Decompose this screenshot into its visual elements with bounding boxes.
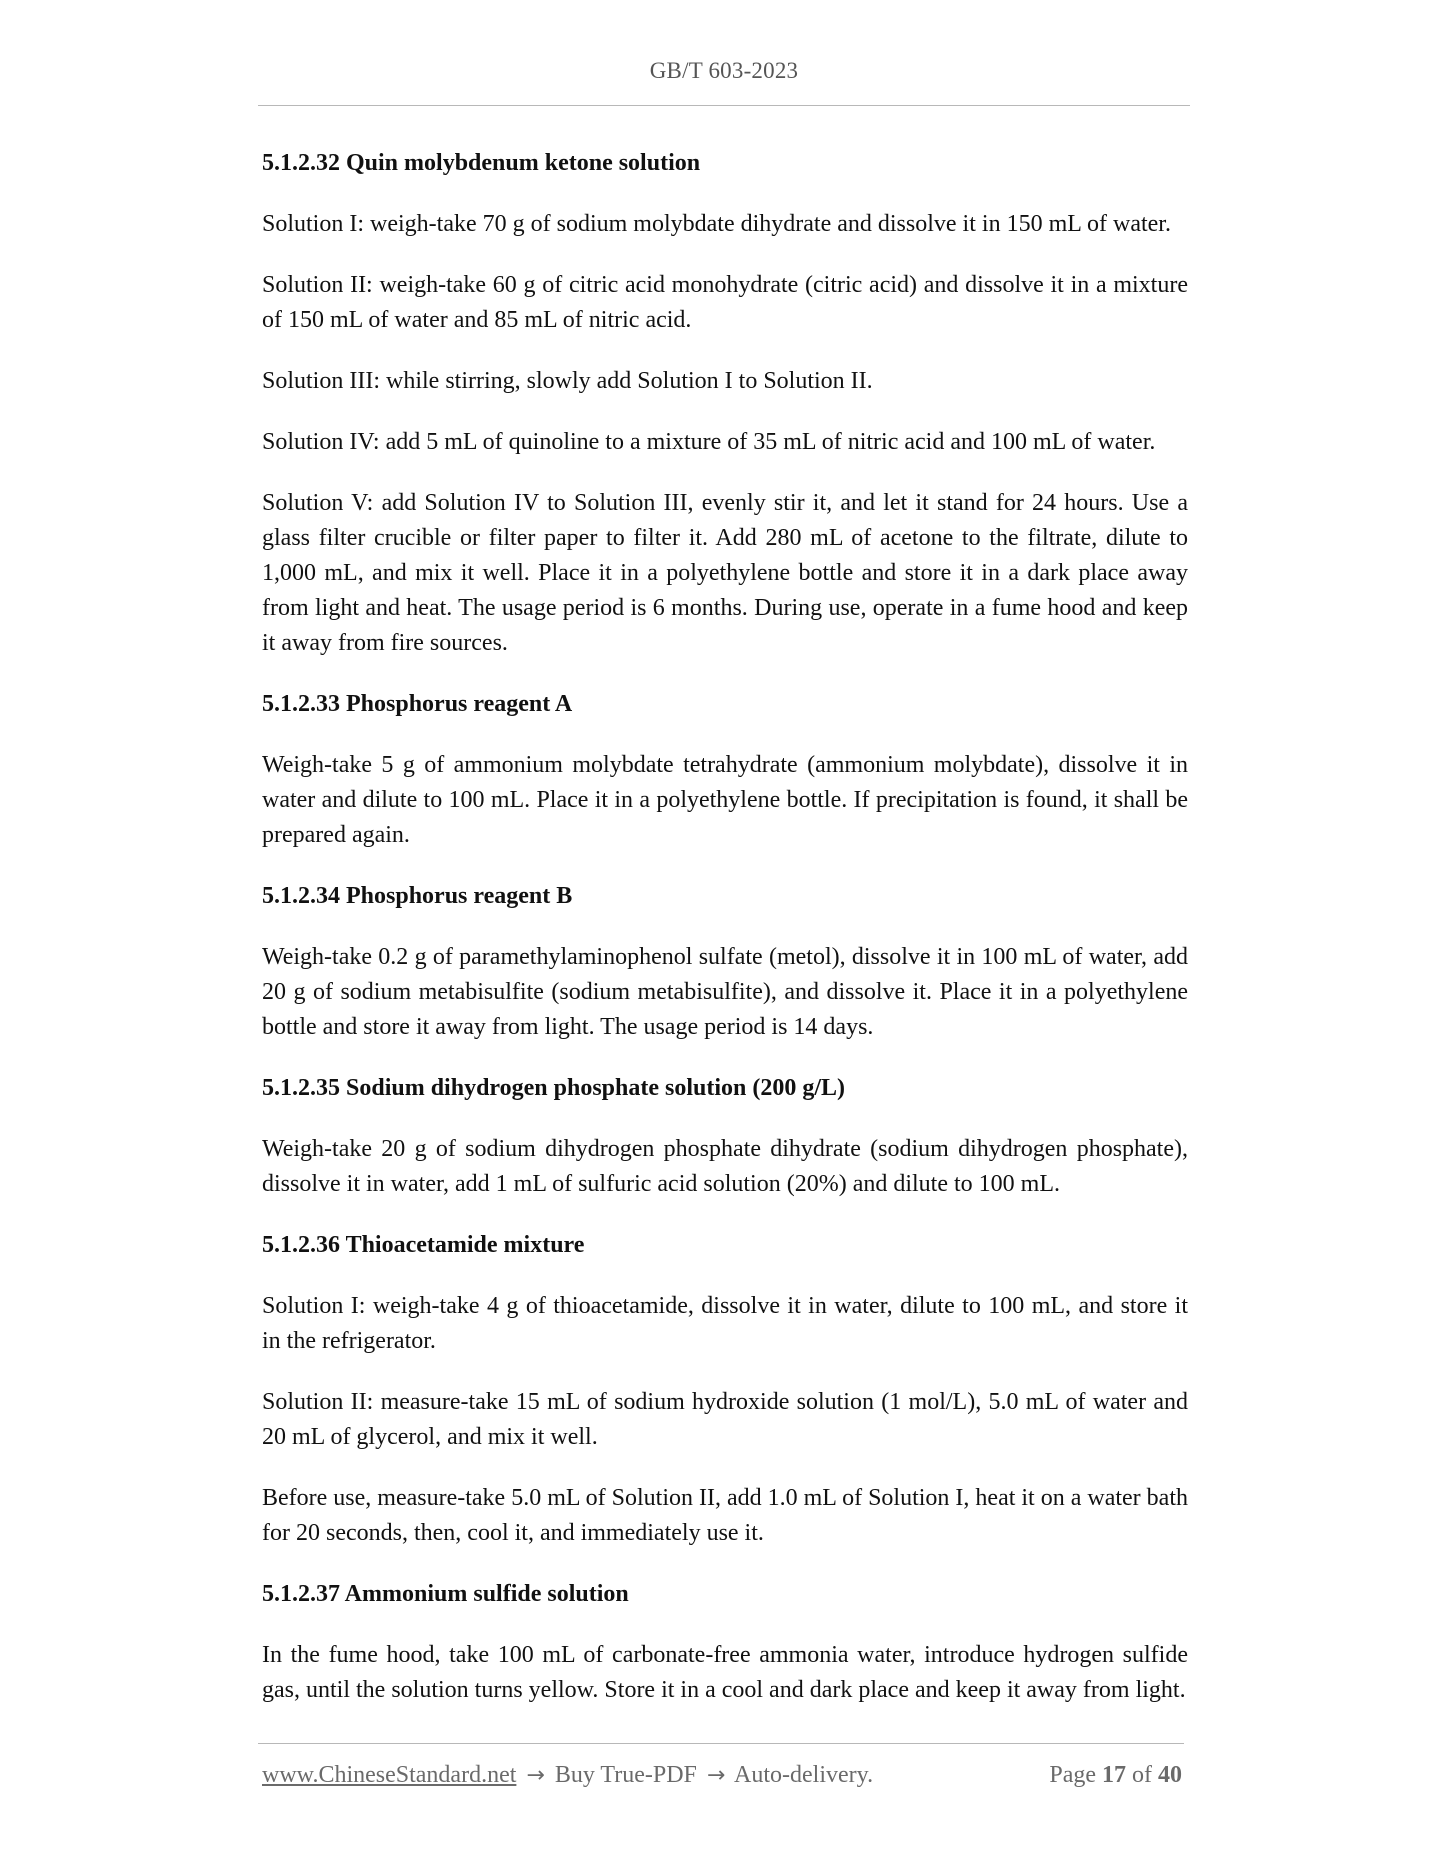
paragraph-solution-ii: Solution II: weigh-take 60 g of citric acid monohydrate (citric acid) and dissolve it in a mixture of 150 mL of water and 85 mL of nitric acid. — [262, 272, 1188, 333]
section-heading-5-1-2-34: 5.1.2.34 Phosphorus reagent B — [262, 883, 573, 909]
paragraph-phosphorus-a: Weigh-take 5 g of ammonium molybdate tetrahydrate (ammonium molybdate), dissolve it in water and dilute to 100 mL. Place it in a polyethylene bottle. If precipitation is found, it shall be prepared again. — [262, 752, 1188, 848]
arrow-right-icon: → — [526, 1763, 545, 1788]
auto-delivery-label: Auto-delivery. — [734, 1762, 874, 1788]
paragraph-solution-v: Solution V: add Solution IV to Solution III, evenly stir it, and let it stand for 24 hours. Use a glass filter crucible or filter paper to filter it. Add 280 mL of acetone to the filtrate, dilute to 1,000 mL, and mix it well. Place it in a polyethylene bottle and store it in a dark place away from light and heat. The usage period is 6 months. During use, operate in a fume hood and keep it away from fire sources. — [262, 490, 1188, 656]
page-word: Page — [1049, 1762, 1096, 1788]
page-current: 17 — [1102, 1762, 1126, 1788]
section-heading-5-1-2-33: 5.1.2.33 Phosphorus reagent A — [262, 691, 573, 717]
paragraph-thioacetamide-solution-i: Solution I: weigh-take 4 g of thioacetamide, dissolve it in water, dilute to 100 mL, and store it in the refrigerator. — [262, 1293, 1188, 1354]
paragraph-sodium-dihydrogen-phosphate: Weigh-take 20 g of sodium dihydrogen phosphate dihydrate (sodium dihydrogen phosphate), dissolve it in water, add 1 mL of sulfuric acid solution (20%) and dilute to 100 mL. — [262, 1136, 1188, 1197]
buy-true-pdf-label: Buy True-PDF — [554, 1762, 697, 1788]
arrow-right-icon: → — [706, 1763, 726, 1788]
paragraph-solution-iv: Solution IV: add 5 mL of quinoline to a mixture of 35 mL of nitric acid and 100 mL of water. — [262, 429, 1156, 455]
paragraph-ammonium-sulfide: In the fume hood, take 100 mL of carbonate-free ammonia water, introduce hydrogen sulfide gas, until the solution turns yellow. Store it in a cool and dark place and keep it away from light. — [262, 1642, 1188, 1703]
section-heading-5-1-2-36: 5.1.2.36 Thioacetamide mixture — [262, 1232, 585, 1258]
paragraph-phosphorus-b: Weigh-take 0.2 g of paramethylaminophenol sulfate (metol), dissolve it in 100 mL of water, add 20 g of sodium metabisulfite (sodium metabisulfite), and dissolve it. Place it in a polyethylene bottle and store it away from light. The usage period is 14 days. — [262, 944, 1188, 1040]
document-header — [258, 58, 1190, 84]
header-divider — [258, 105, 1190, 106]
of-word: of — [1132, 1762, 1152, 1788]
document-id: GB/T 603-2023 — [649, 58, 799, 83]
footer-promo — [262, 1758, 873, 1793]
section-heading-5-1-2-35: 5.1.2.35 Sodium dihydrogen phosphate solution (200 g/L) — [262, 1075, 846, 1101]
section-heading-5-1-2-32: 5.1.2.32 Quin molybdenum ketone solution — [262, 150, 701, 176]
section-heading-5-1-2-37: 5.1.2.37 Ammonium sulfide solution — [262, 1581, 629, 1607]
footer-divider — [258, 1743, 1184, 1744]
paragraph-thioacetamide-before-use: Before use, measure-take 5.0 mL of Solution II, add 1.0 mL of Solution I, heat it on a water bath for 20 seconds, then, cool it, and immediately use it. — [262, 1485, 1188, 1546]
paragraph-solution-iii: Solution III: while stirring, slowly add Solution I to Solution II. — [262, 368, 873, 394]
page-total: 40 — [1158, 1762, 1182, 1788]
page-indicator — [1049, 1758, 1182, 1792]
paragraph-thioacetamide-solution-ii: Solution II: measure-take 15 mL of sodium hydroxide solution (1 mol/L), 5.0 mL of water and 20 mL of glycerol, and mix it well. — [262, 1389, 1188, 1450]
site-link[interactable]: www.ChineseStandard.net — [262, 1762, 517, 1788]
paragraph-solution-i: Solution I: weigh-take 70 g of sodium molybdate dihydrate and dissolve it in 150 mL of water. — [262, 211, 1171, 237]
document-body — [262, 146, 1188, 1734]
